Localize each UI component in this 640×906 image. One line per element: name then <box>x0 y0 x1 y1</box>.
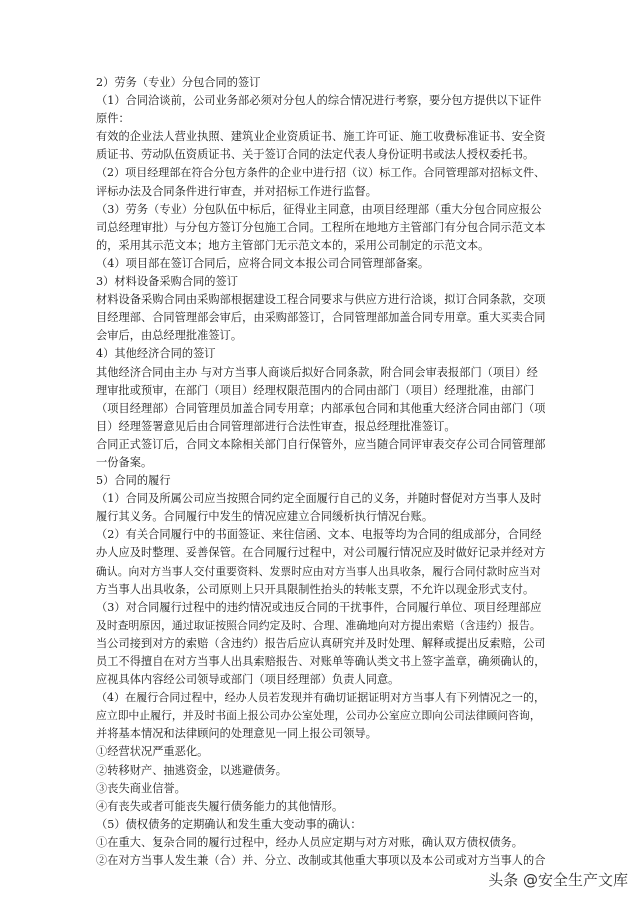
text-line: 目）经理签署意见后由合同管理部进行合法性审查，报总经理批准签订。 <box>96 419 456 433</box>
text-line: 2）劳务（专业）分包合同的签订 <box>96 76 261 89</box>
text-line: 一份备案。 <box>96 455 153 469</box>
text-line: 履行其义务。合同履行中发生的情况应建立合同缓析执行情况台账。 <box>96 510 434 524</box>
text-line: ②转移财产、抽逃资金，以逃避债务。 <box>96 763 288 777</box>
text-line: ①在重大、复杂合同的履行过程中，经办人员应定期与对方对账，确认双方债权债务。 <box>96 835 524 849</box>
text-line: （4）在履行合同过程中，经办人员若发现并有确切证据证明对方当事人有下列情况之一的， <box>96 691 546 705</box>
text-line: ③丧失商业信誉。 <box>96 781 186 795</box>
text-line: 方当事人出具收条，公司原则上只开具限制性抬头的转帐支票，不允许以现金形式支付。 <box>96 582 535 596</box>
text-line: 材料设备采购合同由采购部根据建设工程合同要求与供应方进行洽谈，拟订合同条款，交项 <box>96 293 546 307</box>
text-line: 评标办法及合同条件进行审查，并对招标工作进行监督。 <box>96 184 377 198</box>
text-line: ①经营状况严重恶化。 <box>96 745 209 759</box>
text-line: （4）项目部在签订合同后，应将合同文本报公司合同管理部备案。 <box>96 256 430 270</box>
text-line: 3）材料设备采购合同的签订 <box>96 275 239 289</box>
text-line: （1）合同及所属公司应当按照合同约定全面履行自己的义务，并随时督促对方当事人及时 <box>96 492 542 506</box>
text-line: （2）项目经理部在符合分包方条件的企业中进行招（议）标工作。合同管理部对招标文件、 <box>96 166 546 180</box>
text-line: （3）劳务（专业）分包队伍中标后，征得业主同意，由项目经理部（重大分包合同应报公 <box>96 202 542 216</box>
text-line: 员工不得擅自在对方当事人出具索赔报告、对账单等确认类文书上签字盖章，确须确认的， <box>96 655 546 668</box>
text-line: （3）对合同履行过程中的违约情况或违反合同的干扰事件，合同履行单位、项目经理部应 <box>96 600 542 614</box>
text-line: 原件： <box>96 112 130 126</box>
text-line: 其他经济合同由主办 与对方当事人商谈后拟好合同条款，附合同会审表报部门（项目）经 <box>96 365 538 379</box>
text-line: （2）有关合同履行中的书面签证、来往信函、文本、电报等均为合同的组成部分，合同经 <box>96 528 542 542</box>
watermark: 头条 @安全生产文库 <box>488 871 628 889</box>
text-line: 当公司接到对方的索赔（含违约）报告后应认真研究并及时处理、解释或提出反索赔，公司 <box>96 636 546 650</box>
text-line: 应立即中止履行，并及时书面上报公司办公室处理，公司办公室应立即向公司法律顾问咨询， <box>96 709 541 723</box>
text-line: 应视具体内容经公司领导或部门（项目经理部）负责人同意。 <box>96 673 400 687</box>
text-line: 并将基本情况和法律顾问的处理意见一同上报公司领导。 <box>96 727 377 741</box>
text-line: （5）债权债务的定期确认和发生重大变动事的确认： <box>96 817 362 831</box>
text-line: ②在对方当事人发生兼（合）并、分立、改制或其他重大事项以及本公司或对方当事人的合 <box>96 854 546 868</box>
text-line: 有效的企业法人营业执照、建筑业企业资质证书、施工许可证、施工收费标准证书、安全资 <box>96 130 546 144</box>
text-line: 办人应及时整理、妥善保管。在合同履行过程中，对公司履行情况应及时做好记录并经对方 <box>96 546 546 560</box>
text-line: 5）合同的履行 <box>96 474 171 488</box>
text-line: （1）合同洽谈前，公司业务部必须对分包人的综合情况进行考察，要分包方提供以下证件 <box>96 94 542 108</box>
text-line: 及时查明原因，通过取证按照合同约定及时、合理、准确地向对方提出索赔（含违约）报告。 <box>96 618 541 632</box>
document-page <box>96 74 548 870</box>
text-line: 确认。向对方当事人交付重要资料、发票时应由对方当事人出具收条，履行合同付款时应当对 <box>96 564 541 578</box>
text-line: 合同正式签订后，合同文本除相关部门自行保管外，应当随合同评审表交存公司合同管理部 <box>96 437 546 451</box>
text-line: 4）其他经济合同的签订 <box>96 347 216 361</box>
text-line: 的，采用其示范文本；地方主管部门无示范文本的，采用公司制定的示范文本。 <box>96 238 490 252</box>
text-line: ④有丧失或者可能丧失履行债务能力的其他情形。 <box>96 799 344 813</box>
text-line: （项目经理部）合同管理员加盖合同专用章；内部承包合同和其他重大经济合同由部门（项 <box>96 401 546 415</box>
text-line: 目经理部、合同管理部会审后，由采购部签订，合同管理部加盖合同专用章。重大买卖合同 <box>96 311 546 325</box>
text-line: 理审批或预审，在部门（项目）经理权限范围内的合同由部门（项目）经理批准，由部门 <box>96 383 535 397</box>
text-line: 司总经理审批）与分包方签订分包施工合同。工程所在地地方主管部门有分包合同示范文本 <box>96 220 546 234</box>
text-line: 质证书、劳动队伍资质证书、关于签订合同的法定代表人身份证明书或法人授权委托书。 <box>96 148 535 162</box>
text-line: 会审后，由总经理批准签订。 <box>96 329 243 343</box>
